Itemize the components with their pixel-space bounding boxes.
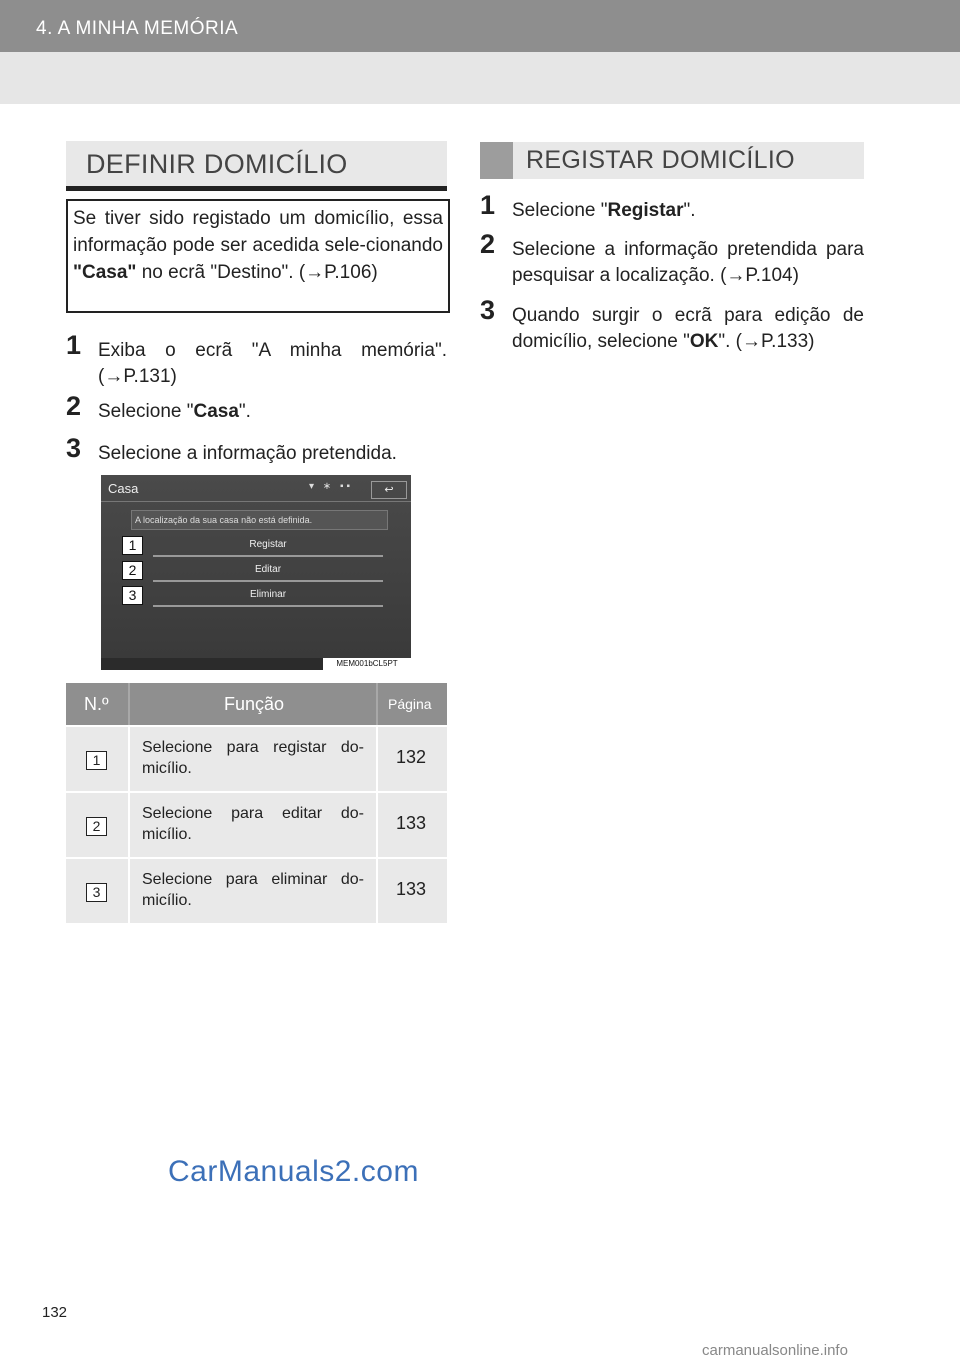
divider (376, 793, 378, 857)
table-row (66, 725, 447, 791)
step-text: Selecione a informação pretendida. (98, 443, 397, 464)
row-function: Selecione para registar do-micílio. (142, 739, 364, 777)
step-number: 3 (480, 295, 496, 325)
callout-2: 2 (122, 561, 143, 580)
table-header (66, 683, 447, 725)
page-number: 132 (42, 1304, 68, 1321)
row-function: Selecione para editar do-micílio. (142, 805, 364, 843)
step-text: Quando surgir o ecrã para edição de domicílio, selecione "OK". (→P.133) (512, 305, 864, 352)
step-text: Selecione "Registar". (512, 200, 696, 221)
section-heading-definir (66, 141, 447, 191)
divider (128, 683, 130, 725)
step-text: Selecione a informação pretendida para pesquisar a localização. (→P.104) (512, 239, 864, 286)
divider (376, 683, 378, 725)
header-strip (0, 52, 960, 104)
col-header-page: Página (388, 696, 432, 712)
divider (128, 793, 130, 857)
info-note-box (66, 199, 450, 313)
section-heading-registar (480, 142, 864, 179)
editar-button[interactable]: Editar (153, 560, 383, 582)
step-number: 2 (66, 391, 82, 421)
divider (376, 859, 378, 923)
table-row (66, 791, 447, 857)
note-bold: "Casa" (73, 262, 137, 283)
row-number-cell (66, 859, 128, 923)
status-icons: ▾ ∗ ▪▪ (309, 481, 354, 492)
row-number-cell (66, 793, 128, 857)
row-number: 2 (86, 817, 107, 836)
row-page: 132 (396, 747, 427, 767)
screen-title: Casa (108, 481, 139, 496)
section-title: REGISTAR DOMICÍLIO (526, 146, 795, 174)
callout-3: 3 (122, 586, 143, 605)
note-text: Se tiver sido registado um domicílio, essa informação pode ser acedida sele-cionando (73, 208, 443, 256)
function-table (66, 683, 447, 923)
watermark: CarManuals2.com (168, 1155, 419, 1188)
divider (128, 727, 130, 791)
step-3 (66, 433, 447, 469)
screen-display (101, 475, 411, 658)
step-3 (480, 295, 864, 355)
divider (376, 727, 378, 791)
col-header-num: N.º (84, 694, 109, 714)
step-number: 3 (66, 433, 82, 463)
chapter-title: 4. A MINHA MEMÓRIA (36, 18, 239, 39)
row-page: 133 (396, 813, 427, 833)
header-bar (0, 0, 960, 52)
row-number-cell (66, 727, 128, 791)
step-text: Exiba o ecrã "A minha memória". (→P.131) (98, 340, 447, 387)
eliminar-button[interactable]: Eliminar (153, 585, 383, 607)
step-text: Selecione "Casa". (98, 401, 251, 422)
table-row (66, 857, 447, 923)
note-text-end: no ecrã "Destino". (→P.106) (136, 262, 378, 283)
screen-message: A localização da sua casa não está definida. (131, 510, 388, 530)
callout-1: 1 (122, 536, 143, 555)
registar-button[interactable]: Registar (153, 535, 383, 557)
section-title: DEFINIR DOMICÍLIO (86, 149, 348, 179)
back-icon[interactable]: ↩ (371, 481, 407, 499)
row-number: 3 (86, 883, 107, 902)
divider (128, 859, 130, 923)
col-header-function: Função (224, 694, 285, 714)
step-1 (66, 330, 447, 390)
step-2 (480, 229, 864, 289)
row-number: 1 (86, 751, 107, 770)
screen-capture-casa (101, 475, 411, 670)
step-number: 1 (480, 190, 496, 220)
footer-watermark: carmanualsonline.info (702, 1342, 848, 1359)
row-page: 133 (396, 879, 427, 899)
image-code: MEM001bCL5PT (323, 658, 411, 670)
divider (101, 501, 411, 502)
step-2 (66, 391, 447, 427)
step-number: 1 (66, 330, 82, 360)
step-number: 2 (480, 229, 496, 259)
row-function: Selecione para eliminar do-micílio. (142, 871, 364, 909)
step-1 (480, 190, 864, 226)
